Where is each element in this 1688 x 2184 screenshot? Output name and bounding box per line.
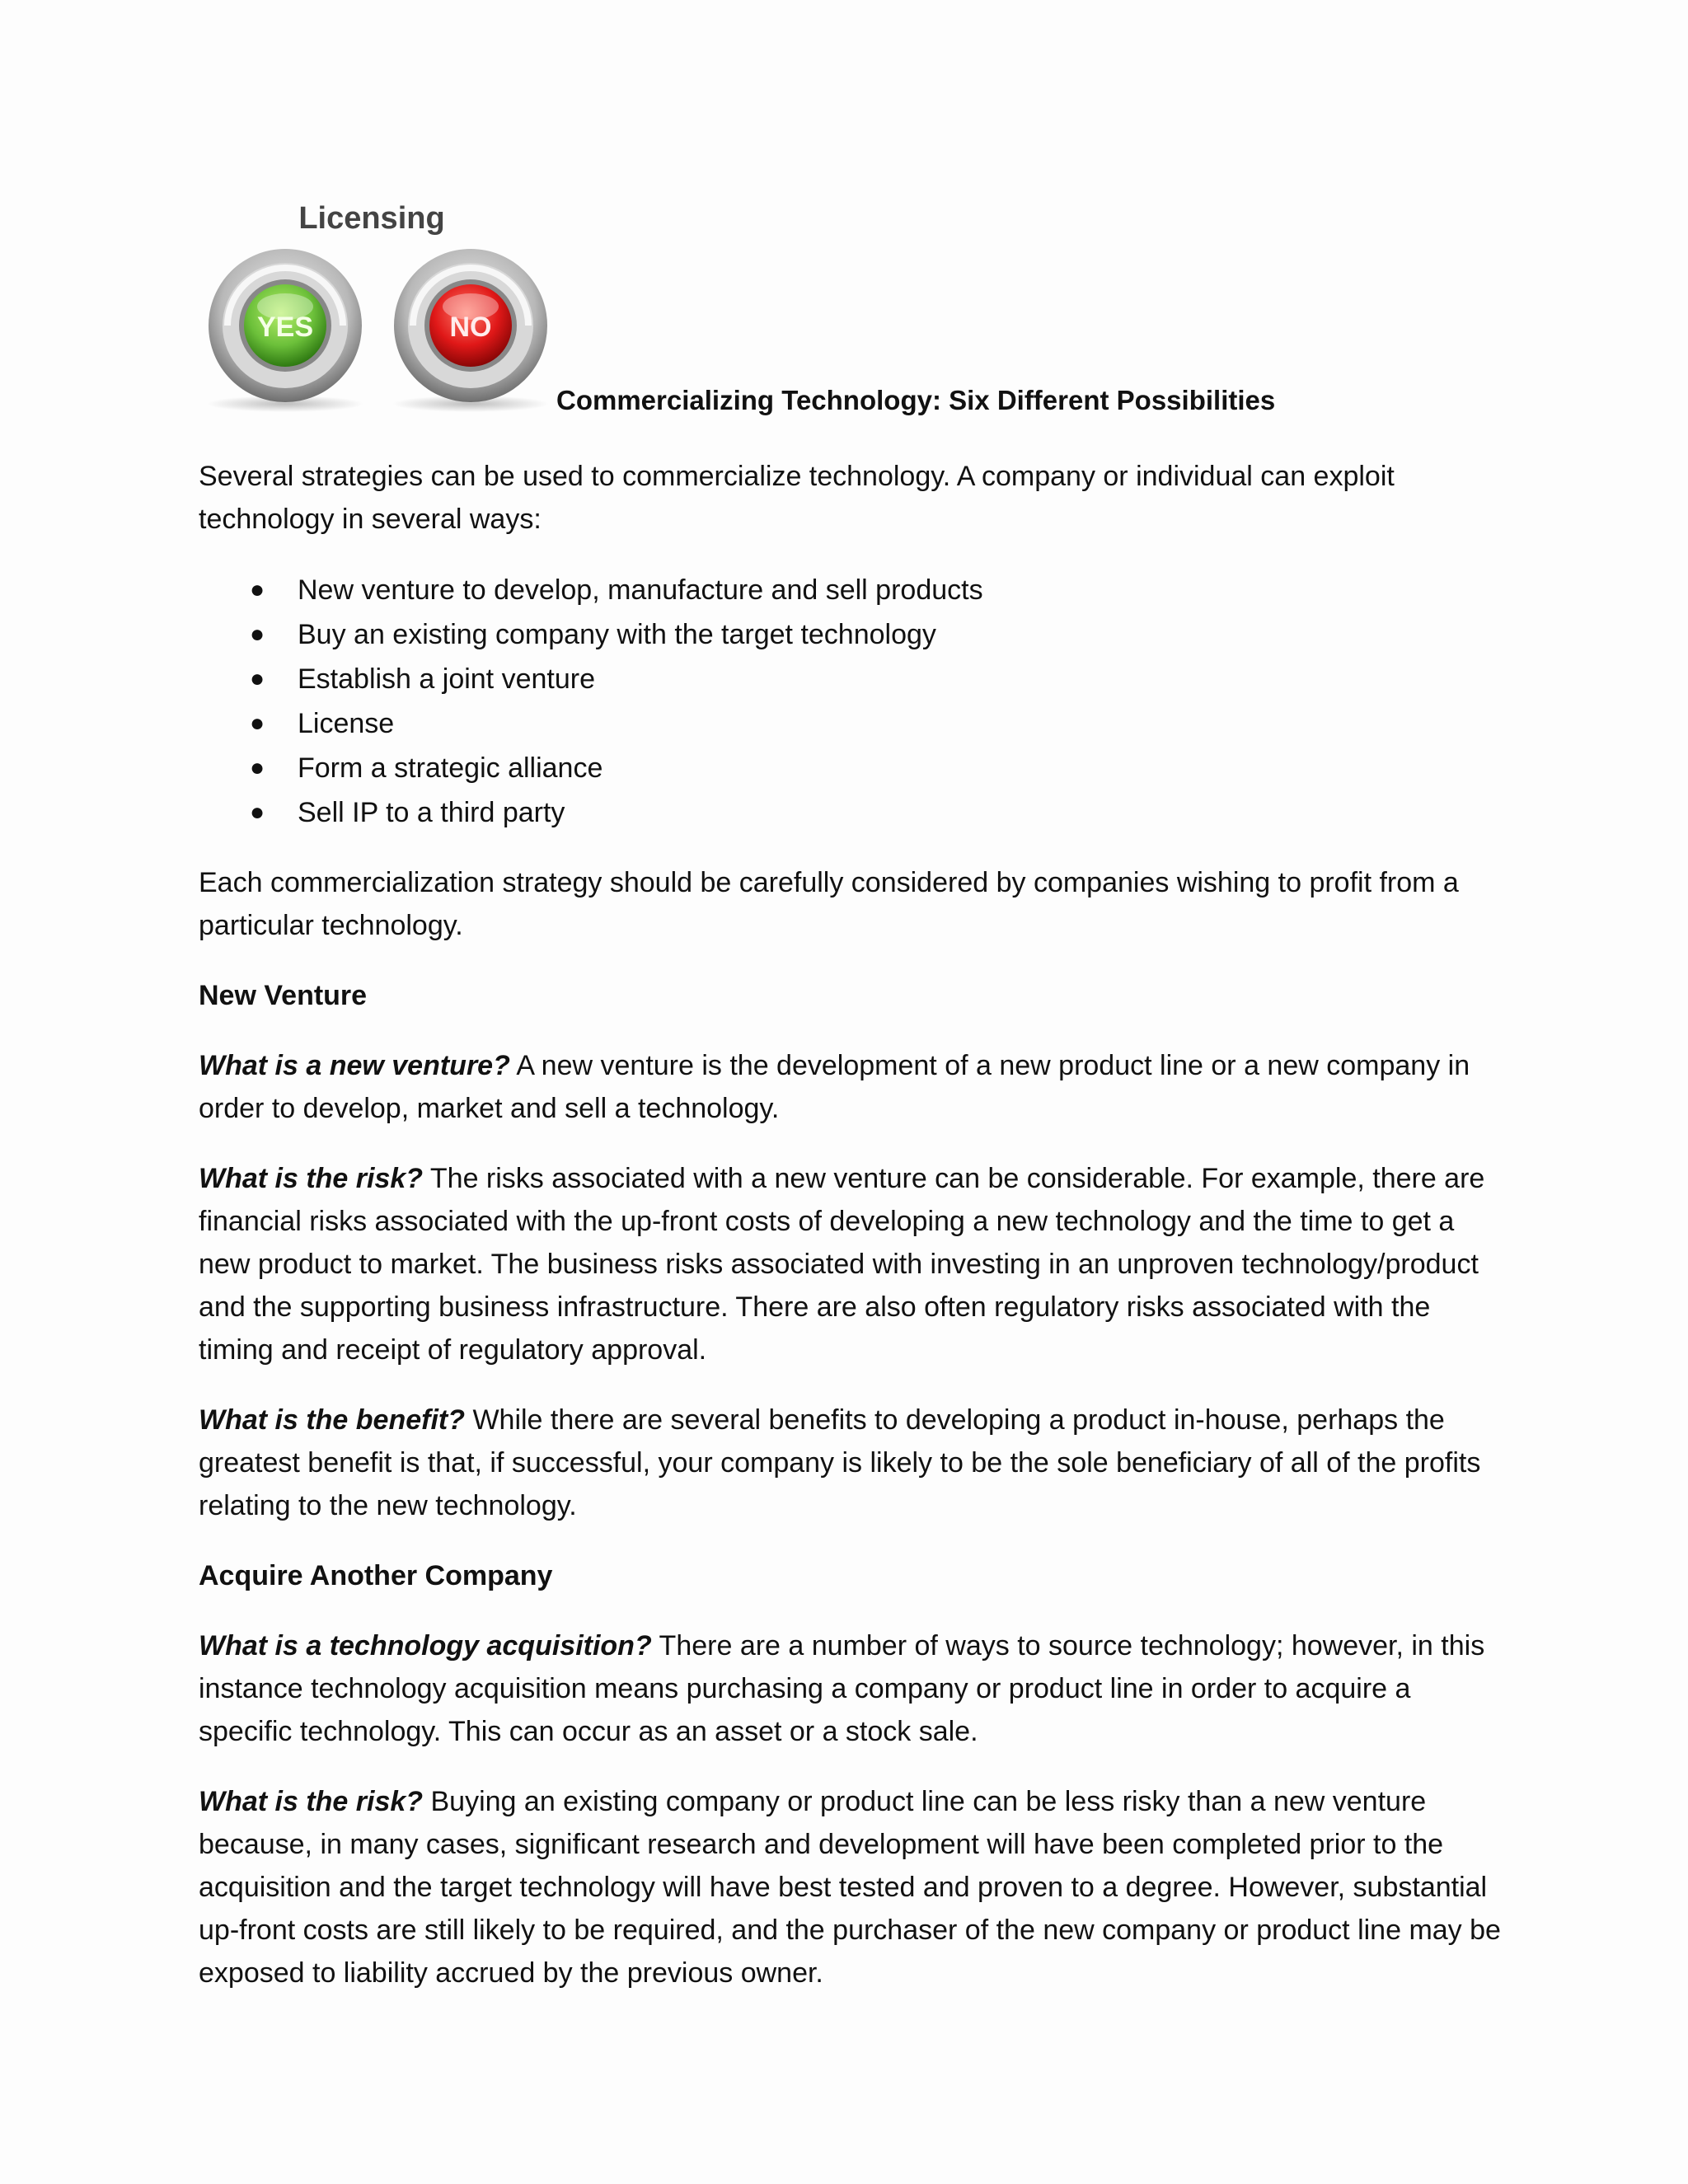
no-button-icon — [392, 249, 549, 412]
bullet-icon: ● — [250, 665, 265, 692]
list-item-text: Establish a joint venture — [298, 663, 595, 695]
qa-paragraph — [199, 1044, 1501, 1130]
bullet-icon: ● — [250, 754, 265, 781]
section-heading-acquire-company: Acquire Another Company — [199, 1560, 553, 1591]
bullet-icon: ● — [250, 576, 265, 603]
qa-paragraph — [199, 1780, 1501, 1994]
title-row — [199, 198, 1501, 420]
qa-paragraph — [199, 1399, 1501, 1527]
question-label: What is a technology acquisition? — [199, 1630, 652, 1661]
yes-button-icon — [207, 249, 363, 412]
strategy-list — [199, 568, 1501, 835]
document-page — [199, 198, 1501, 2022]
list-item — [199, 790, 1501, 835]
list-item — [199, 568, 1501, 612]
question-label: What is the risk? — [199, 1786, 424, 1817]
document-title: Commercializing Technology: Six Different Possibilities — [556, 385, 1276, 415]
yes-label: YES — [256, 312, 314, 343]
question-label: What is the risk? — [199, 1163, 424, 1194]
list-item-text: License — [298, 708, 395, 739]
licensing-label: Licensing — [298, 201, 445, 236]
list-item-text: Sell IP to a third party — [298, 797, 565, 828]
answer-text: There are a number of ways to source technology; however, in this instance technology acquisition means purchasing a company or product line in order to acquire a specific technology. This can occur as an asset or a stock sale. — [199, 1630, 1485, 1747]
qa-paragraph — [199, 1157, 1501, 1371]
question-label: What is the benefit? — [199, 1404, 465, 1436]
bullet-icon: ● — [250, 799, 265, 826]
bullet-icon: ● — [250, 710, 265, 737]
summary-paragraph: Each commercialization strategy should be carefully considered by companies wishing to profit from a particular technology. — [199, 867, 1459, 941]
list-item-text: Form a strategic alliance — [298, 752, 603, 784]
question-label: What is a new venture? — [199, 1050, 510, 1081]
licensing-graphic — [199, 198, 553, 420]
answer-text: Buying an existing company or product line can be less risky than a new venture because, in many cases, significant research and development will have been completed prior to the acquisition and the target technology will have best tested and proven to a degree. However, substantial up-front costs are still likely to be required, and the purchaser of the new company or product line may be exposed to liability accrued by the previous owner. — [199, 1786, 1501, 1989]
list-item — [199, 657, 1501, 701]
list-item-text: New venture to develop, manufacture and sell products — [298, 574, 983, 606]
list-item — [199, 701, 1501, 746]
section-heading-new-venture: New Venture — [199, 980, 368, 1011]
list-item — [199, 612, 1501, 657]
intro-paragraph: Several strategies can be used to commercialize technology. A company or individual can exploit technology in several ways: — [199, 461, 1395, 535]
no-label: NO — [449, 312, 492, 343]
bullet-icon: ● — [250, 621, 265, 648]
answer-text: The risks associated with a new venture can be considerable. For example, there are financial risks associated with the up-front costs of developing a new technology and the time to get a new product to market. The business risks associated with investing in an unproven technology/product and the supporting business infrastructure. There are also often regulatory risks associated with the timing and receipt of regulatory approval. — [199, 1163, 1485, 1366]
list-item-text: Buy an existing company with the target technology — [298, 619, 936, 650]
qa-paragraph — [199, 1624, 1501, 1753]
list-item — [199, 746, 1501, 790]
answer-text: While there are several benefits to developing a product in-house, perhaps the greatest benefit is that, if successful, your company is likely to be the sole beneficiary of all of the profits relating to the new technology. — [199, 1404, 1481, 1521]
answer-text: A new venture is the development of a new product line or a new company in order to develop, market and sell a technology. — [199, 1050, 1470, 1124]
